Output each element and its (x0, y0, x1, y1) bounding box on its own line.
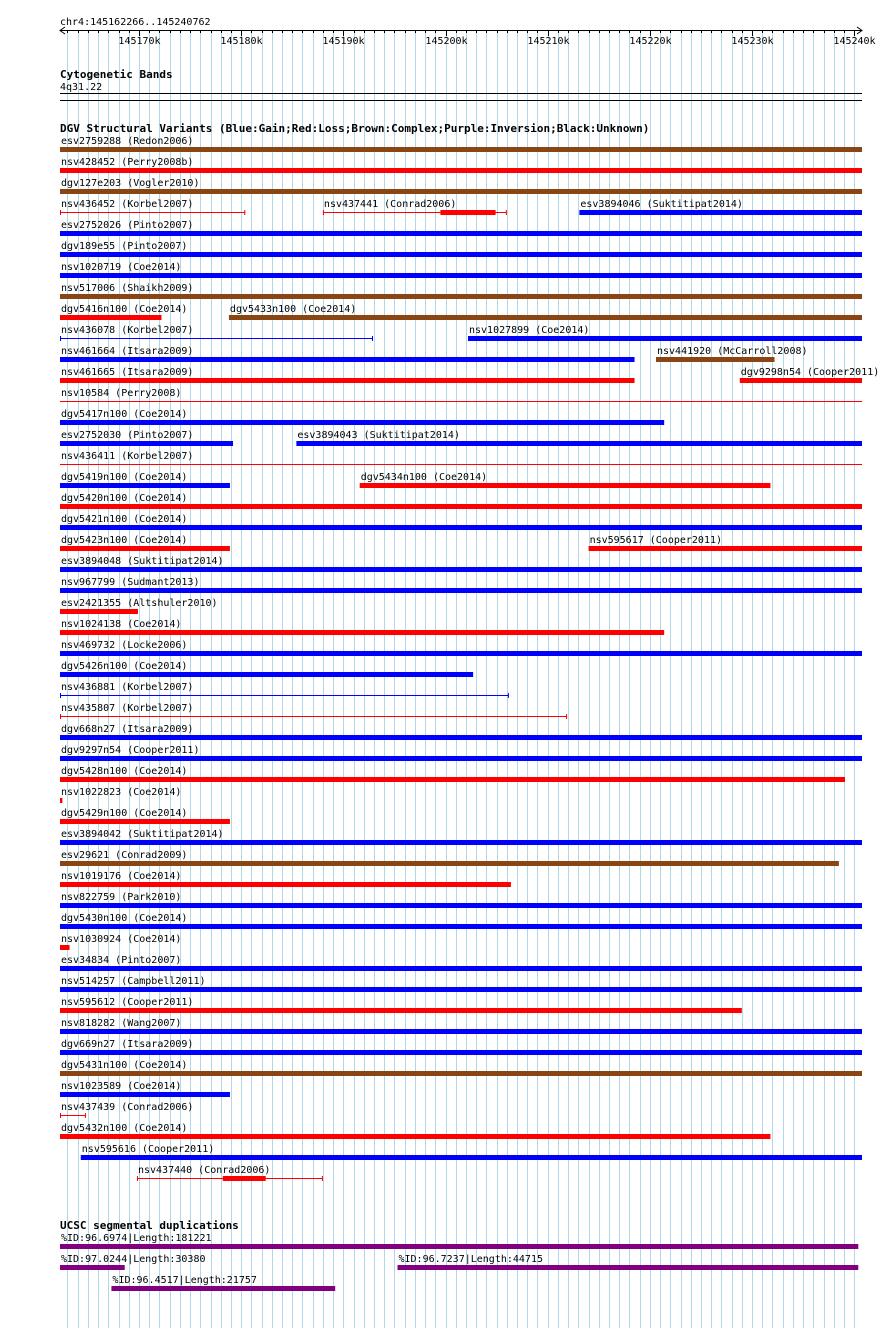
ruler-tick-label: 145200k (425, 36, 468, 47)
dgv-feature-bar (60, 672, 473, 677)
dgv-feature[interactable] (60, 682, 509, 698)
dgv-feature-label: dgv5430n100 (Coe2014) (61, 913, 188, 924)
segdup-feature[interactable] (60, 1233, 858, 1249)
dgv-feature[interactable] (60, 556, 862, 572)
dgv-feature-label: nsv595617 (Cooper2011) (589, 535, 723, 546)
dgv-feature-bar (60, 966, 862, 971)
dgv-feature-label: nsv469732 (Locke2006) (61, 640, 188, 651)
dgv-feature[interactable] (60, 976, 862, 992)
dgv-feature-bar (60, 1092, 230, 1097)
dgv-feature-label: dgv5432n100 (Coe2014) (61, 1123, 188, 1134)
dgv-feature-label: nsv437440 (Conrad2006) (137, 1165, 271, 1176)
dgv-feature[interactable] (60, 304, 187, 320)
dgv-feature-label: esv2752026 (Pinto2007) (61, 220, 194, 231)
dgv-feature-label: dgv5419n100 (Coe2014) (61, 472, 188, 483)
dgv-feature-label: nsv1023589 (Coe2014) (61, 1081, 182, 1092)
dgv-feature-bar (60, 1029, 862, 1034)
dgv-feature[interactable] (60, 1039, 862, 1055)
dgv-feature[interactable] (656, 346, 808, 362)
dgv-feature-label: nsv441920 (McCarroll2008) (657, 346, 808, 357)
dgv-feature-bar (60, 401, 862, 402)
dgv-feature-bar (60, 840, 862, 845)
ruler-tick-label: 145190k (322, 36, 365, 47)
dgv-feature[interactable] (229, 304, 862, 320)
dgv-feature-cap-left (323, 210, 324, 215)
dgv-feature-label: esv29621 (Conrad2009) (61, 850, 188, 861)
dgv-feature-label: dgv5433n100 (Coe2014) (229, 304, 357, 315)
dgv-feature-bar (60, 525, 862, 530)
dgv-feature-bar (60, 987, 862, 992)
dgv-feature-bar (60, 168, 862, 173)
dgv-feature[interactable] (60, 535, 230, 551)
dgv-feature-bar (60, 777, 845, 782)
cytoband-track-title: Cytogenetic Bands (60, 68, 173, 81)
dgv-feature[interactable] (60, 178, 862, 194)
dgv-feature-bar (60, 1008, 742, 1013)
dgv-feature-label: dgv5434n100 (Coe2014) (360, 472, 488, 483)
dgv-feature-bar (60, 588, 862, 593)
dgv-features (60, 136, 879, 1181)
dgv-feature-bar (60, 945, 70, 950)
cytoband-line-bottom (60, 100, 862, 101)
dgv-feature[interactable] (60, 1018, 862, 1034)
dgv-feature-label: esv3894043 (Suktitipat2014) (297, 430, 460, 441)
dgv-feature[interactable] (60, 472, 230, 488)
dgv-feature-bar (60, 483, 230, 488)
dgv-feature-label: nsv595616 (Cooper2011) (81, 1144, 215, 1155)
ruler-tick-label: 145170k (118, 36, 161, 47)
dgv-feature-cap-left (60, 1113, 61, 1118)
dgv-feature-label: dgv189e55 (Pinto2007) (61, 241, 188, 252)
dgv-feature-bar (656, 357, 775, 362)
dgv-feature[interactable] (60, 619, 664, 635)
coordinate-ruler[interactable] (60, 27, 876, 47)
dgv-feature-bar (60, 798, 62, 803)
segdup-feature-label: %ID:96.6974|Length:181221 (61, 1233, 212, 1244)
dgv-feature-label: nsv514257 (Campbell2011) (61, 976, 206, 987)
dgv-feature-label: dgv5428n100 (Coe2014) (61, 766, 188, 777)
dgv-feature[interactable] (60, 136, 862, 152)
dgv-feature-label: esv2421355 (Altshuler2010) (61, 598, 218, 609)
dgv-feature-line (60, 212, 245, 213)
segdup-feature-label: %ID:97.0244|Length:30380 (61, 1254, 206, 1265)
dgv-feature-bar (60, 294, 862, 299)
dgv-feature-label: nsv461665 (Itsara2009) (61, 367, 194, 378)
dgv-feature[interactable] (60, 430, 233, 446)
dgv-feature[interactable] (60, 808, 230, 824)
dgv-feature[interactable] (60, 850, 839, 866)
dgv-feature-label: esv34834 (Pinto2007) (61, 955, 182, 966)
segdup-feature[interactable] (60, 1254, 206, 1270)
dgv-feature-bar (60, 924, 862, 929)
dgv-feature-bar (60, 464, 862, 465)
dgv-feature[interactable] (60, 241, 862, 257)
dgv-feature-cap-right (506, 210, 507, 215)
ruler-tick-label: 145230k (731, 36, 774, 47)
dgv-feature-bar (60, 1134, 770, 1139)
dgv-feature-cap-right (85, 1113, 86, 1118)
dgv-feature[interactable] (60, 598, 218, 614)
dgv-feature-cap-left (60, 210, 61, 215)
dgv-feature[interactable] (60, 220, 862, 236)
dgv-feature[interactable] (81, 1144, 862, 1160)
dgv-feature-cap-right (322, 1176, 323, 1181)
dgv-feature-label: dgv5421n100 (Coe2014) (61, 514, 188, 525)
dgv-feature-bar (60, 756, 862, 761)
dgv-feature-bar (60, 546, 230, 551)
dgv-feature-label: nsv595612 (Cooper2011) (61, 997, 194, 1008)
ruler-tick-label: 145210k (527, 36, 570, 47)
dgv-feature-label: nsv437441 (Conrad2006) (323, 199, 457, 210)
dgv-feature-label: dgv9297n54 (Cooper2011) (61, 745, 200, 756)
locus-label: chr4:145162266..145240762 (60, 17, 211, 28)
dgv-feature-cap-left (60, 336, 61, 341)
dgv-feature[interactable] (589, 535, 862, 551)
dgv-feature-label: dgv5416n100 (Coe2014) (61, 304, 188, 315)
dgv-feature-label: esv3894046 (Suktitipat2014) (580, 199, 743, 210)
dgv-feature-label: nsv437439 (Conrad2006) (61, 1102, 194, 1113)
dgv-feature-label: dgv5429n100 (Coe2014) (61, 808, 188, 819)
dgv-feature-bar (60, 273, 862, 278)
dgv-feature[interactable] (60, 493, 862, 509)
dgv-feature-bar (60, 147, 862, 152)
dgv-feature-label: dgv5431n100 (Coe2014) (61, 1060, 188, 1071)
segmental-duplications-track (60, 1219, 858, 1291)
segdup-features (60, 1233, 858, 1291)
dgv-feature-label: dgv668n27 (Itsara2009) (61, 724, 194, 735)
dgv-feature[interactable] (60, 1102, 193, 1118)
dgv-feature-label: nsv436411 (Korbel2007) (61, 451, 194, 462)
cytoband-label: 4q31.22 (60, 82, 103, 93)
dgv-feature-cap-right (244, 210, 245, 215)
dgv-feature-label: dgv127e203 (Vogler2010) (61, 178, 200, 189)
dgv-feature-bar (60, 567, 862, 572)
dgv-feature-bar (740, 378, 862, 383)
dgv-feature-bar (60, 1071, 862, 1076)
dgv-feature-label: nsv10584 (Perry2008) (61, 388, 182, 399)
dgv-feature-bar (60, 651, 862, 656)
dgv-feature-label: nsv822759 (Park2010) (61, 892, 182, 903)
dgv-feature-label: nsv1024138 (Coe2014) (61, 619, 182, 630)
dgv-feature-label: dgv5426n100 (Coe2014) (61, 661, 188, 672)
dgv-feature-label: nsv1019176 (Coe2014) (61, 871, 182, 882)
dgv-feature[interactable] (740, 367, 879, 383)
dgv-feature-core (440, 210, 495, 215)
dgv-feature-line (60, 716, 567, 717)
dgv-feature[interactable] (60, 997, 742, 1013)
dgv-feature[interactable] (60, 1060, 862, 1076)
dgv-feature-label: esv3894042 (Suktitipat2014) (61, 829, 224, 840)
dgv-feature-bar (60, 189, 862, 194)
dgv-feature-bar (589, 546, 862, 551)
cytoband-line-top (60, 93, 862, 94)
dgv-feature-bar (60, 819, 230, 824)
segdup-feature-label: %ID:96.4517|Length:21757 (112, 1275, 257, 1286)
dgv-feature[interactable] (60, 199, 245, 215)
dgv-feature-bar (60, 504, 862, 509)
dgv-feature-cap-right (508, 693, 509, 698)
dgv-feature-label: nsv428452 (Perry2008b) (61, 157, 194, 168)
dgv-feature-label: dgv5420n100 (Coe2014) (61, 493, 188, 504)
dgv-feature[interactable] (60, 661, 473, 677)
dgv-feature[interactable] (60, 262, 862, 278)
dgv-feature-bar (60, 903, 862, 908)
dgv-feature-label: dgv5417n100 (Coe2014) (61, 409, 188, 420)
dgv-feature[interactable] (60, 724, 862, 740)
dgv-feature-bar (60, 609, 138, 614)
dgv-feature-label: esv2759288 (Redon2006) (61, 136, 194, 147)
dgv-feature-bar (60, 252, 862, 257)
dgv-feature[interactable] (60, 829, 862, 845)
dgv-feature[interactable] (60, 157, 862, 173)
dgv-feature[interactable] (137, 1165, 323, 1181)
dgv-feature-cap-left (137, 1176, 138, 1181)
dgv-feature-bar (229, 315, 862, 320)
dgv-feature-label: esv3894048 (Suktitipat2014) (61, 556, 224, 567)
dgv-feature-bar (360, 483, 771, 488)
dgv-feature-cap-right (566, 714, 567, 719)
ruler-tick-label: 145180k (220, 36, 263, 47)
dgv-feature-label: dgv5423n100 (Coe2014) (61, 535, 188, 546)
dgv-feature-label: nsv967799 (Sudmant2013) (61, 577, 200, 588)
dgv-feature[interactable] (60, 871, 511, 887)
dgv-track-title: DGV Structural Variants (Blue:Gain;Red:Loss;Brown:Complex;Purple:Inversion;Black:Unknown) (60, 122, 650, 135)
dgv-feature[interactable] (60, 955, 862, 971)
dgv-feature[interactable] (60, 283, 862, 299)
dgv-feature[interactable] (468, 325, 862, 341)
dgv-feature-label: dgv9298n54 (Cooper2011) (740, 367, 880, 378)
dgv-feature[interactable] (60, 745, 862, 761)
dgv-feature[interactable] (296, 430, 862, 446)
segdup-track-title: UCSC segmental duplications (60, 1219, 239, 1232)
dgv-feature-bar (296, 441, 862, 446)
dgv-feature-line (60, 338, 373, 339)
dgv-feature-bar (60, 735, 862, 740)
dgv-feature-bar (60, 315, 161, 320)
dgv-feature-line (60, 695, 509, 696)
dgv-feature-bar (60, 1050, 862, 1055)
dgv-feature-cap-right (372, 336, 373, 341)
dgv-feature-label: dgv669n27 (Itsara2009) (61, 1039, 194, 1050)
segdup-feature[interactable] (111, 1275, 335, 1291)
segdup-feature-bar (111, 1286, 335, 1291)
dgv-feature-label: nsv1020719 (Coe2014) (61, 262, 182, 273)
dgv-feature[interactable] (60, 892, 862, 908)
dgv-feature[interactable] (60, 577, 862, 593)
dgv-feature-line (60, 1115, 86, 1116)
dgv-feature-label: nsv436452 (Korbel2007) (61, 199, 194, 210)
dgv-feature-bar (60, 630, 664, 635)
dgv-feature-cap-left (60, 693, 61, 698)
dgv-feature[interactable] (60, 325, 373, 341)
dgv-feature[interactable] (60, 640, 862, 656)
dgv-structural-variants-track (60, 122, 879, 1181)
dgv-feature-bar (60, 357, 635, 362)
dgv-feature[interactable] (60, 514, 862, 530)
segdup-feature-label: %ID:96.7237|Length:44715 (398, 1254, 544, 1265)
dgv-feature[interactable] (323, 199, 507, 215)
dgv-feature-label: nsv461664 (Itsara2009) (61, 346, 194, 357)
dgv-feature-label: nsv818282 (Wang2007) (61, 1018, 182, 1029)
dgv-feature-core (223, 1176, 266, 1181)
dgv-feature-bar (60, 882, 511, 887)
segdup-feature-bar (60, 1244, 858, 1249)
dgv-feature[interactable] (60, 913, 862, 929)
dgv-feature[interactable] (360, 472, 771, 488)
dgv-feature-bar (60, 420, 664, 425)
dgv-feature[interactable] (60, 409, 664, 425)
dgv-feature-bar (60, 231, 862, 236)
dgv-feature[interactable] (60, 1081, 230, 1097)
ruler-tick-label: 145240k (833, 36, 876, 47)
ruler-tick-label: 145220k (629, 36, 672, 47)
dgv-feature-bar (468, 336, 862, 341)
dgv-feature-bar (579, 210, 862, 215)
segdup-feature-bar (60, 1265, 125, 1270)
segdup-feature[interactable] (398, 1254, 859, 1270)
dgv-feature-label: nsv436078 (Korbel2007) (61, 325, 194, 336)
dgv-feature-cap-left (60, 714, 61, 719)
dgv-feature-label: nsv1030924 (Coe2014) (61, 934, 182, 945)
dgv-feature-label: nsv436881 (Korbel2007) (61, 682, 194, 693)
dgv-feature-bar (60, 441, 233, 446)
dgv-feature-label: nsv1027899 (Coe2014) (469, 325, 590, 336)
dgv-feature-bar (60, 378, 635, 383)
dgv-feature[interactable] (60, 766, 845, 782)
dgv-feature[interactable] (579, 199, 862, 215)
dgv-feature-bar (60, 861, 839, 866)
dgv-feature-label: nsv435807 (Korbel2007) (61, 703, 194, 714)
dgv-feature-bar (81, 1155, 862, 1160)
dgv-feature-label: esv2752030 (Pinto2007) (61, 430, 194, 441)
segdup-feature-bar (398, 1265, 859, 1270)
dgv-feature-label: nsv517006 (Shaikh2009) (61, 283, 194, 294)
dgv-feature-label: nsv1022823 (Coe2014) (61, 787, 182, 798)
